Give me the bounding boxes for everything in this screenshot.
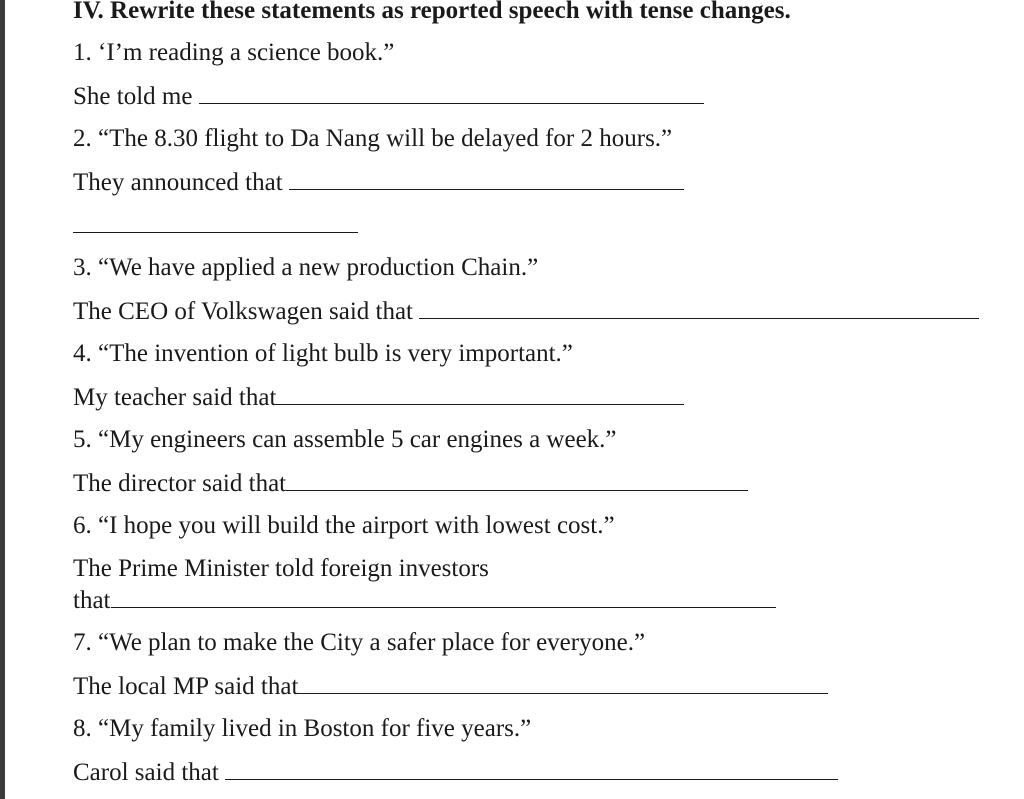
answer-blank-7[interactable]: [298, 671, 828, 694]
statement-4: 4. “The invention of light bulb is very important.”: [73, 340, 573, 367]
answer-blank-6[interactable]: [111, 585, 776, 608]
answer-line-1: [73, 81, 704, 112]
prompt-1: She told me: [73, 83, 199, 110]
answer-line-2: [73, 167, 684, 198]
statement-5: 5. “My engineers can assemble 5 car engines a week.”: [73, 426, 617, 453]
prompt-7: The local MP said that: [73, 673, 299, 700]
answer-blank-5[interactable]: [286, 468, 748, 491]
answer-blank-2[interactable]: [289, 167, 684, 190]
statement-1: 1. ‘I’m reading a science book.”: [73, 39, 395, 66]
answer-line-2-cont: [73, 210, 358, 241]
prompt-8: Carol said that: [73, 759, 226, 786]
prompt-3: The CEO of Volkswagen said that: [73, 298, 420, 325]
answer-blank-4[interactable]: [276, 382, 684, 405]
answer-line-5: [73, 468, 748, 499]
prompt-4: My teacher said that: [73, 384, 277, 411]
prompt-6-cont: that: [73, 587, 111, 614]
answer-blank-8[interactable]: [225, 757, 838, 780]
answer-line-7: [73, 671, 828, 702]
statement-3: 3. “We have applied a new production Chain.”: [73, 254, 539, 281]
section-title: IV. Rewrite these statements as reported speech with tense changes.: [73, 0, 791, 24]
answer-line-6: [73, 585, 776, 616]
prompt-6: The Prime Minister told foreign investors: [73, 555, 489, 582]
statement-6: 6. “I hope you will build the airport with lowest cost.”: [73, 512, 615, 539]
statement-2: 2. “The 8.30 flight to Da Nang will be delayed for 2 hours.”: [73, 125, 673, 152]
answer-blank-2b[interactable]: [73, 210, 358, 233]
left-page-edge: [0, 0, 5, 799]
answer-line-4: [73, 382, 684, 413]
statement-8: 8. “My family lived in Boston for five years.”: [73, 715, 532, 742]
answer-blank-3[interactable]: [419, 296, 979, 319]
prompt-5: The director said that: [73, 470, 287, 497]
statement-7: 7. “We plan to make the City a safer place for everyone.”: [73, 629, 646, 656]
prompt-2: They announced that: [73, 169, 289, 196]
answer-line-3: [73, 296, 979, 327]
answer-line-8: [73, 757, 838, 788]
answer-blank-1[interactable]: [199, 81, 704, 104]
